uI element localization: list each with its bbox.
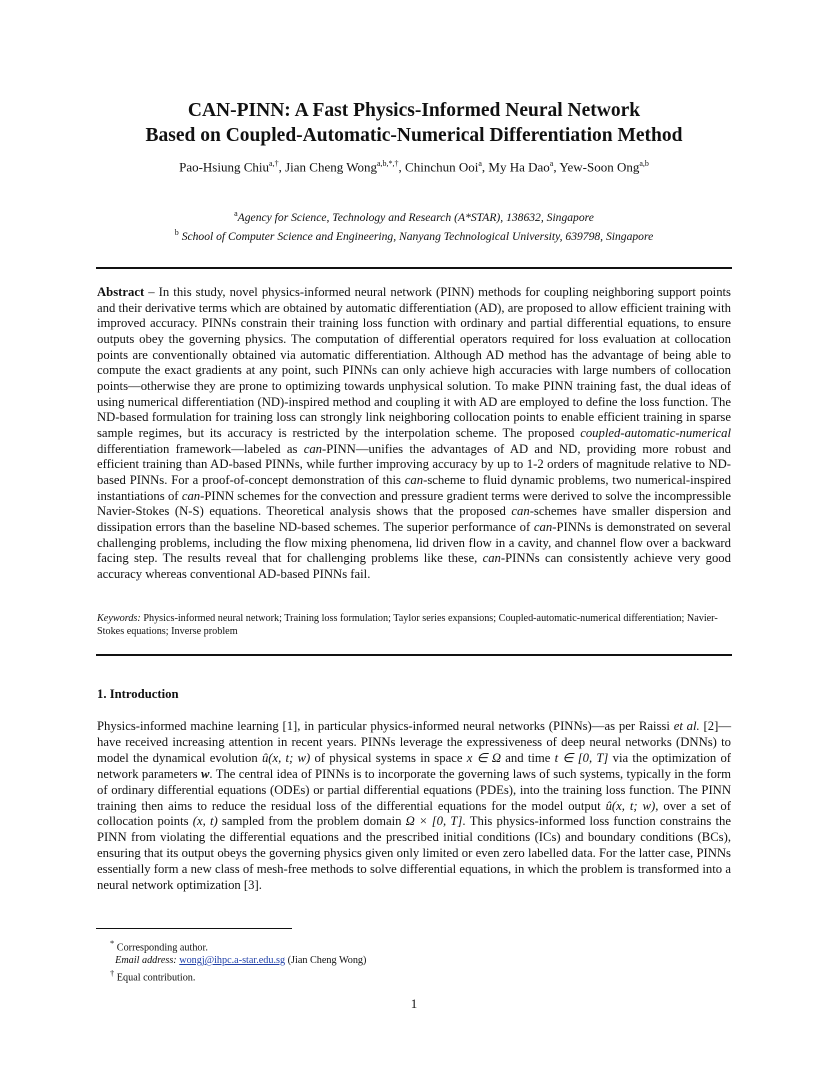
section-heading: 1. Introduction [97, 687, 179, 701]
abstract-emphasis: can- [303, 441, 327, 456]
affiliation-mark: b [174, 227, 179, 237]
email-label: Email address: [115, 954, 177, 966]
math-inline: û(x, t; w) [605, 798, 656, 813]
abstract-text: differentiation framework—labeled as [97, 441, 304, 456]
intro-text: via the optimization of network parameters [97, 750, 732, 781]
intro-text: sampled from the problem domain [217, 814, 406, 829]
abstract-emphasis: can [533, 519, 553, 534]
intro-text: and time [501, 750, 555, 765]
abstract-dash: – [144, 285, 159, 299]
math-inline: û(x, t; w) [261, 750, 311, 765]
abstract-text: -PINNs can consistently achieve very good accuracy whereas conventional AD-based PINNs fail. [97, 551, 731, 581]
title-line-2: Based on Coupled-Automatic-Numerical Differentiation Method [145, 125, 683, 146]
title-line-1: CAN-PINN: A Fast Physics-Informed Neural Network [187, 100, 641, 121]
math-inline: x ∈ Ω [466, 750, 502, 765]
author-list: Pao-Hsiung Chiu$^{a,\dagger}$, Jian Cheng Wong$^{a,b,*,\dagger}$, Chinchun Ooi$^a$, My Ha Dao$^a$, Yew-Soon Ong$^{a,b}$ [179, 159, 649, 175]
keywords [97, 612, 731, 638]
author-name: Chinchun Ooi [405, 159, 479, 175]
abstract-text: PINN—unifies the advantages of AD and ND, providing more robust and efficient training than AD-based PINNs, while further improving accuracy by up to 1-2 orders of magnitude relative to ND-based PINNs. For a proof-of-concept demonstration of this [97, 441, 732, 487]
footnotes [110, 937, 366, 985]
author-name: Yew-Soon Ong [559, 159, 640, 175]
paper-title [0, 98, 828, 148]
abstract-text: -schemes have smaller dispersion and dissipation errors than the baseline ND-based schemes. The superior performance of [97, 504, 731, 534]
footnote-rule [96, 928, 292, 929]
author-affil-mark: a [478, 159, 482, 168]
footnote-corresponding [110, 937, 366, 955]
author-affil-mark: a,b [639, 159, 649, 168]
keywords-text: Physics-informed neural network; Training loss formulation; Taylor series expansions; Coupled-automatic-numerical differentiation; Navier-Stokes equations; Inverse problem [97, 613, 718, 637]
author-affil-mark: a,† [269, 159, 279, 168]
affiliation-text: School of Computer Science and Engineering, Nanyang Technological University, 639798, Singapore [181, 229, 654, 243]
affiliation-a [0, 206, 828, 225]
introduction-paragraph [97, 719, 731, 894]
footnote-text: Corresponding author. [114, 942, 208, 954]
abstract-emphasis: coupled-automatic-numerical [580, 425, 731, 440]
intro-text: Physics-informed machine learning [1], in particular physics-informed neural networks (PINNs)—as per Raissi [97, 719, 674, 733]
abstract-top-rule [96, 267, 732, 269]
affiliation-text: Agency for Science, Technology and Research (A*STAR), 138632, Singapore [237, 210, 594, 224]
math-inline: w [200, 766, 210, 781]
email-link[interactable]: wongj@ihpc.a-star.edu.sg [179, 954, 286, 966]
footnote-mark: * [110, 938, 115, 948]
abstract-emphasis: can [511, 504, 530, 519]
abstract-text: -scheme to fluid dynamic problems, two numerical-inspired instantiations of [97, 472, 731, 503]
abstract-emphasis: can [482, 551, 501, 566]
footnote-text: Equal contribution. [114, 972, 196, 984]
math-inline: Ω × [0, T] [405, 814, 463, 829]
intro-text: , over a set of collocation points [97, 798, 731, 829]
abstract-label: Abstract [97, 285, 145, 299]
intro-text: of physical systems in space [310, 750, 467, 765]
abstract-emphasis: can- [181, 488, 205, 503]
affiliation-mark: a [234, 209, 238, 218]
author-name: Jian Cheng Wong [285, 159, 377, 175]
abstract-emphasis: can [404, 472, 424, 487]
keywords-label: Keywords: [97, 613, 141, 624]
abstract-text: In this study, novel physics-informed neural network (PINN) methods for coupling neighboring support points and their derivative terms which are obtained by automatic differentiation (AD), are proposed to allow efficient training with improved accuracy. PINNs constrain their training loss function with ordinary and partial differential equations, to ensure outputs obey the governing physics. The computation of differential operators required for loss evaluation at collocation points are conventionally obtained via automatic differentiation. Although AD method has the advantage of being able to compute the exact gradients at any point, such PINNs can only achieve high accuracies with large numbers of collocation points—otherwise they are prone to optimizing towards unphysical solution. To make PINN training fast, the dual ideas of using numerical differentiation (ND)-inspired method and coupling it with AD are employed to define the loss function. The ND-based formulation for training loss can strongly link neighboring collocation points to enable efficient training in sparse sample regimes, but its accuracy is restricted by the interpolation scheme. The proposed [97, 285, 731, 440]
math-inline: t ∈ [0, T] [554, 750, 609, 765]
abstract-text: PINN schemes for the convection and pressure gradient terms were derived to solve the incompressible Navier-Stokes (N-S) equations. Theoretical analysis shows that the proposed [97, 488, 732, 519]
author-affil-mark: a,b,*,† [376, 159, 399, 168]
affiliation-b [0, 225, 828, 244]
footnote-email [110, 955, 366, 968]
intro-text: [2]— have received increasing attention in recent years. PINNs leverage the expressiveness of deep neural networks (DNNs) to model the dynamical evolution [97, 719, 732, 765]
footnote-equal [110, 967, 366, 985]
math-inline: (x, t) [192, 814, 218, 829]
page-number: 1 [410, 996, 418, 1011]
intro-text: . This physics-informed loss function constrains the PINN from violating the differential equations and the prescribed initial conditions (ICs) and boundary conditions (BCs), ensuring that its output obeys the governing physics given only limited or even zero labelled data. For the latter case, PINNs essentially form a new class of mesh-free methods to solve differential equations, in which the problem is transformed into a neural network optimization [3]. [97, 814, 731, 893]
author-name: My Ha Dao [488, 159, 550, 175]
affiliations [0, 206, 828, 244]
footnote-mark: † [110, 968, 115, 979]
intro-emphasis: et al. [673, 719, 700, 733]
abstract [97, 285, 731, 582]
author-name: Pao-Hsiung Chiu [179, 159, 270, 175]
abstract-text: -PINNs is demonstrated on several challenging problems, including the flow mixing phenomena, lid driven flow in a cavity, and channel flow over a backward facing step. The results reveal that for challenging problems like these, [97, 519, 732, 566]
intro-text: . The central idea of PINNs is to incorporate the governing laws of such systems, typically in the form of ordinary differential equations (ODEs) or partial differential equations (PDEs), into the training loss function. The PINN training then aims to reduce the residual loss of the differential equations for the model output [97, 766, 732, 813]
email-owner: (Jian Cheng Wong) [285, 954, 367, 966]
author-affil-mark: a [549, 159, 554, 168]
abstract-bottom-rule [96, 654, 732, 656]
